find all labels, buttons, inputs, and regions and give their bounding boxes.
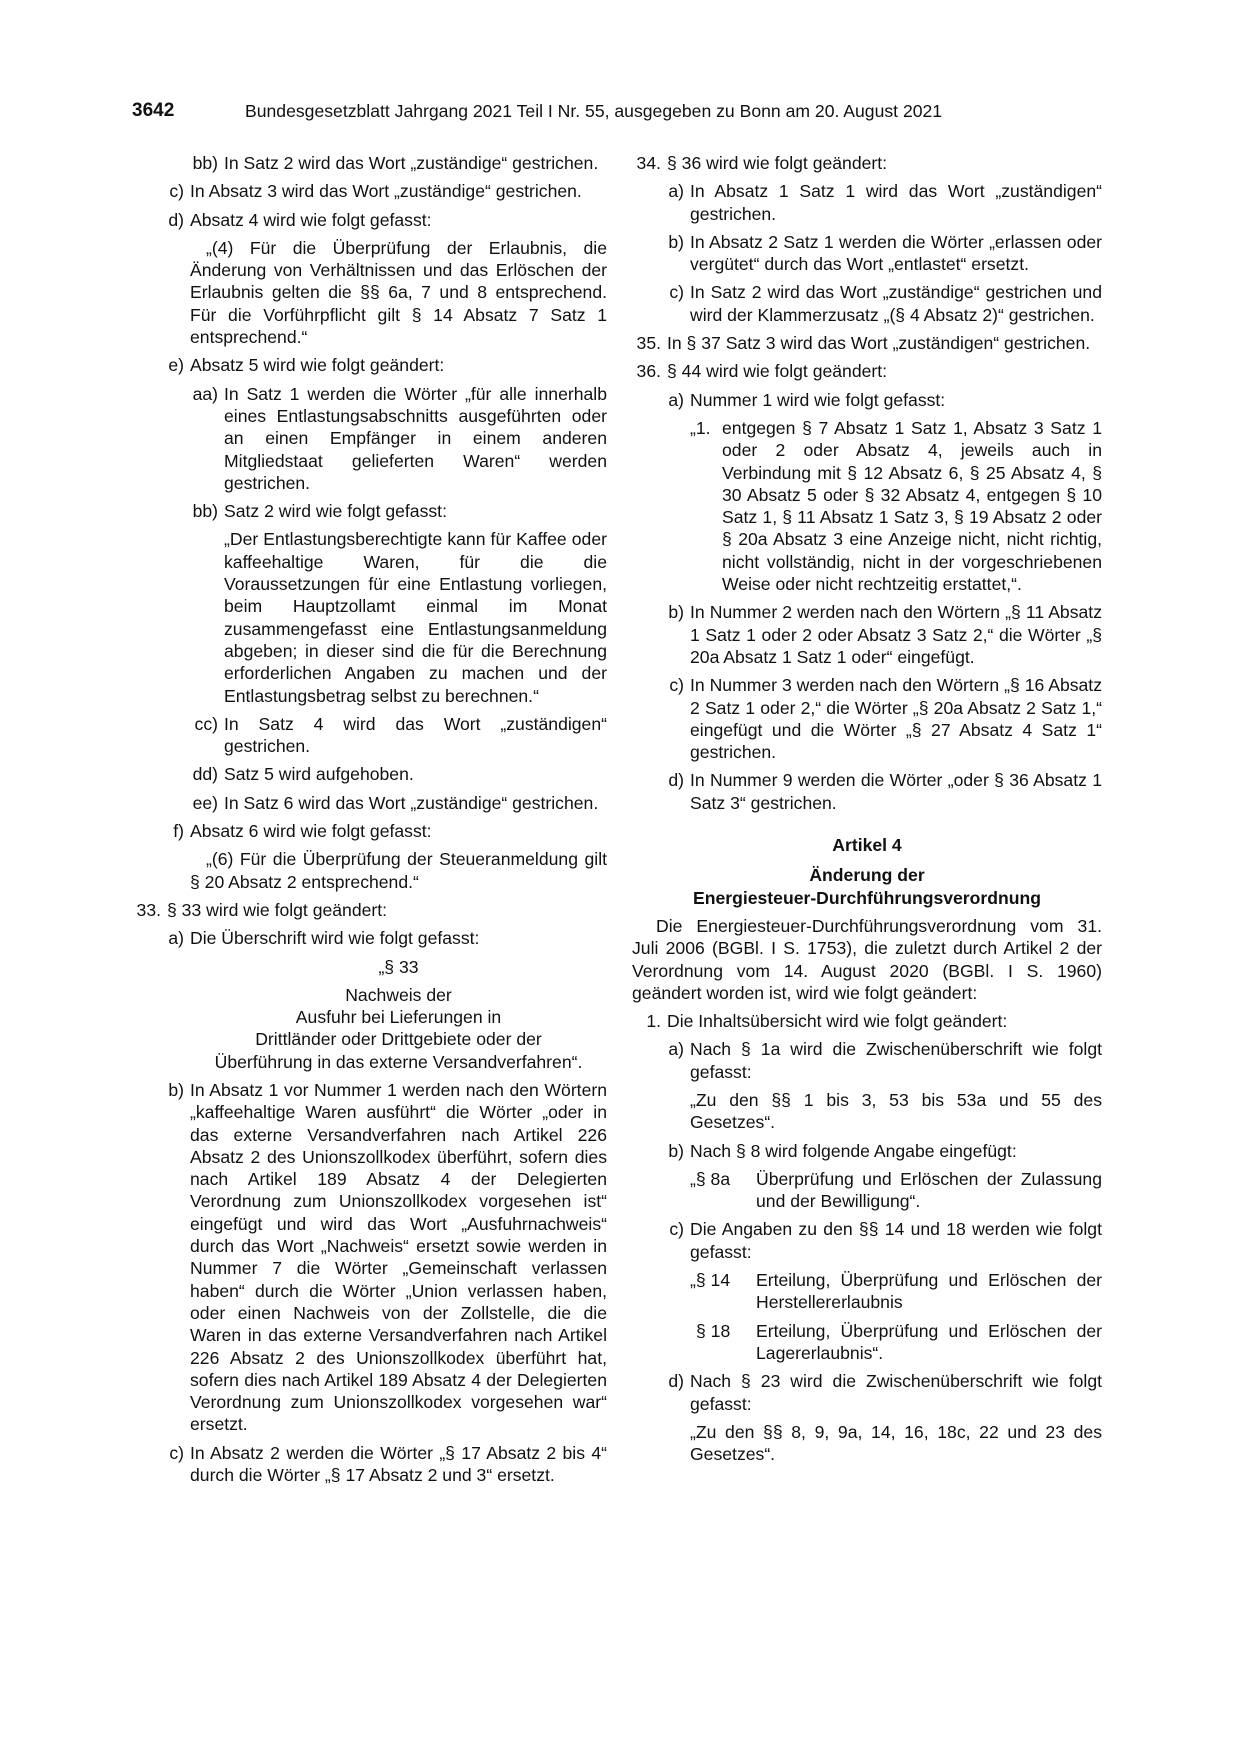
section-heading-quote: „§ 33 Nachweis der Ausfuhr bei Lieferungen in Drittländer oder Drittgebiete oder der Überführung in das externe Versandverfahren“. (214, 956, 583, 1072)
list-item: f) Absatz 6 wird wie folgt gefasst: (173, 821, 432, 842)
list-item: d) In Nummer 9 werden die Wörter „oder § 36 Absatz 1 Satz 3“ gestrichen. (668, 770, 1102, 813)
page-number: 3642 (132, 100, 175, 121)
page-header (132, 100, 1002, 124)
list-item: 33. § 33 wird wie folgt geändert: (136, 899, 388, 920)
list-item: aa) In Satz 1 werden die Wörter „für alle innerhalb eines Entlastungsabschnitts ausgeführten oder an einen Empfänger in einem anderen Mitgliedstaat gelieferten Waren“ werden gestrichen. (192, 383, 607, 493)
list-item: c) Die Angaben zu den §§ 14 und 18 werden wie folgt gefasst: (669, 1219, 1102, 1262)
list-item: e) Absatz 5 wird wie folgt geändert: (168, 355, 445, 376)
quoted-text: „Zu den §§ 1 bis 3, 53 bis 53a und 55 des Gesetzes“. (690, 1089, 1102, 1133)
left-column (132, 152, 607, 1486)
quoted-text: „Zu den §§ 8, 9, 9a, 14, 16, 18c, 22 und 23 des Gesetzes“. (690, 1421, 1102, 1465)
list-item: c) In Absatz 3 wird das Wort „zuständige“ gestrichen. (169, 181, 582, 202)
quoted-text: „(4) Für die Überprüfung der Erlaubnis, die Änderung von Verhältnissen und das Erlöschen der Erlaubnis gelten die §§ 6a, 7 und 8 entsprechend. Für die Vorführpflicht gilt § 14 Absatz 7 Satz 1 entsprechend.“ (190, 237, 607, 348)
list-item: 35. In § 37 Satz 3 wird das Wort „zuständigen“ gestrichen. (636, 333, 1091, 354)
list-item: bb) In Satz 2 wird das Wort „zuständige“ gestrichen. (192, 153, 599, 173)
quoted-list-item: „1. entgegen § 7 Absatz 1 Satz 1, Absatz 3 Satz 1 oder 2 oder Absatz 4, jeweils auch in Verbindung mit § 12 Absatz 6, § 25 Absatz 4, § 30 Absatz 5 oder § 32 Absatz 4, entgegen § 10 Satz 1, § 11 Absatz 1 Satz 3, § 19 Absatz 2 oder § 20a Absatz 3 eine Anzeige nicht, nicht richtig, nicht vollständig, nicht in der vorgeschriebenen Weise oder nicht rechtzeitig erstattet,“. (690, 417, 1102, 595)
list-item: cc) In Satz 4 wird das Wort „zuständigen“ gestrichen. (194, 713, 607, 757)
article-title: Änderung der (809, 865, 925, 886)
list-item: c) In Absatz 2 werden die Wörter „§ 17 Absatz 2 bis 4“ durch die Wörter „§ 17 Absatz 2 und 3“ ersetzt. (169, 1442, 607, 1486)
toc-entry: § 18 Erteilung, Überprüfung und Erlöschen der Lagererlaubnis“. (696, 1320, 1102, 1363)
list-item: a) Nummer 1 wird wie folgt gefasst: (668, 389, 946, 410)
article-title: Energiesteuer-Durchführungsverordnung (692, 887, 1041, 908)
list-item: a) In Absatz 1 Satz 1 wird das Wort „zuständigen“ gestrichen. (668, 181, 1102, 224)
quoted-text: „Der Entlastungsberechtigte kann für Kaffee oder kaffeehaltige Waren, für die die Voraussetzungen für eine Entlastung vorliegen, beim Hauptzollamt einmal im Monat zusammengefasst eine Entlastungsanmeldung abgeben; in dieser sind die für die Berechnung erforderlichen Angaben zu machen und der Entlastungsbetrag selbst zu berechnen.“ (224, 529, 607, 706)
article-number: Artikel 4 (832, 835, 902, 856)
toc-entry: „§ 14 Erteilung, Überprüfung und Erlöschen der Herstellererlaubnis (690, 1270, 1102, 1313)
list-item: b) In Absatz 1 vor Nummer 1 werden nach den Wörtern „kaffeehaltige Waren ausführt“ die Wörter „oder in das externe Versandverfahren nach Artikel 226 Absatz 2 des Unionszollkodex überführt, sofern dies nach Artikel 189 Absatz 4 der Delegierten Verordnung zum Unionszollkodex vorgesehen ist“ eingefügt und wird das Wort „Ausfuhrnachweis“ durch das Wort „Nachweis“ ersetzt sowie werden in Nummer 7 die Wörter „Gemeinschaft verlassen haben“ durch die Wörter „Union verlassen haben, oder einen Nachweis von der Zollstelle, die die Waren in das externe Versandverfahren nach Artikel 226 Absatz 2 des Unionszollkodex überführt hat, sofern dies nach Artikel 189 Absatz 4 der Delegierten Verordnung zum Unionszollkodex vorgesehen war“ ersetzt. (168, 1079, 607, 1435)
list-item: c) In Satz 2 wird das Wort „zuständige“ gestrichen und wird der Klammerzusatz „(§ 4 Absatz 2)“ gestrichen. (669, 282, 1102, 325)
right-column (632, 152, 1102, 1465)
list-item: 34. § 36 wird wie folgt geändert: (636, 153, 888, 173)
toc-entry: „§ 8a Überprüfung und Erlöschen der Zulassung und der Bewilligung“. (690, 1168, 1102, 1212)
list-item: bb) Satz 2 wird wie folgt gefasst: (192, 501, 447, 522)
list-item: d) Absatz 4 wird wie folgt gefasst: (168, 209, 432, 230)
list-item: b) In Nummer 2 werden nach den Wörtern „§ 11 Absatz 1 Satz 1 oder 2 oder Absatz 3 Satz 2,“ die Wörter „§ 20a Absatz 1 Satz 1 oder“ eingefügt. (668, 602, 1102, 667)
list-item: ee) In Satz 6 wird das Wort „zuständige“ gestrichen. (192, 792, 599, 813)
article-intro: Die Energiesteuer-Durchführungsverordnung vom 31. Juli 2006 (BGBl. I S. 1753), die zuletzt durch Artikel 2 der Verordnung vom 14. August 2020 (BGBl. I S. 1960) geändert worden ist, wird wie folgt geändert: (632, 915, 1102, 1003)
list-item: d) Nach § 23 wird die Zwischenüberschrift wie folgt gefasst: (668, 1371, 1102, 1414)
list-item: 1. Die Inhaltsübersicht wird wie folgt geändert: (646, 1011, 1008, 1032)
list-item: b) In Absatz 2 Satz 1 werden die Wörter „erlassen oder vergütet“ durch das Wort „entlastet“ ersetzt. (668, 231, 1102, 275)
list-item: dd) Satz 5 wird aufgehoben. (192, 764, 414, 785)
list-item: a) Die Überschrift wird wie folgt gefasst: (168, 928, 480, 949)
gazette-title: Bundesgesetzblatt Jahrgang 2021 Teil I Nr. 55, ausgegeben zu Bonn am 20. August 2021 (245, 101, 943, 121)
list-item: c) In Nummer 3 werden nach den Wörtern „§ 16 Absatz 2 Satz 1 oder 2,“ die Wörter „§ 20a Absatz 2 Satz 1,“ eingefügt und die Wörter „§ 27 Absatz 4 Satz 1“ gestrichen. (669, 675, 1102, 763)
quoted-text: „(6) Für die Überprüfung der Steueranmeldung gilt § 20 Absatz 2 entsprechend.“ (190, 849, 607, 892)
list-item: a) Nach § 1a wird die Zwischenüberschrift wie folgt gefasst: (668, 1039, 1102, 1082)
list-item: b) Nach § 8 wird folgende Angabe eingefügt: (668, 1140, 1017, 1161)
list-item: 36. § 44 wird wie folgt geändert: (636, 361, 888, 382)
